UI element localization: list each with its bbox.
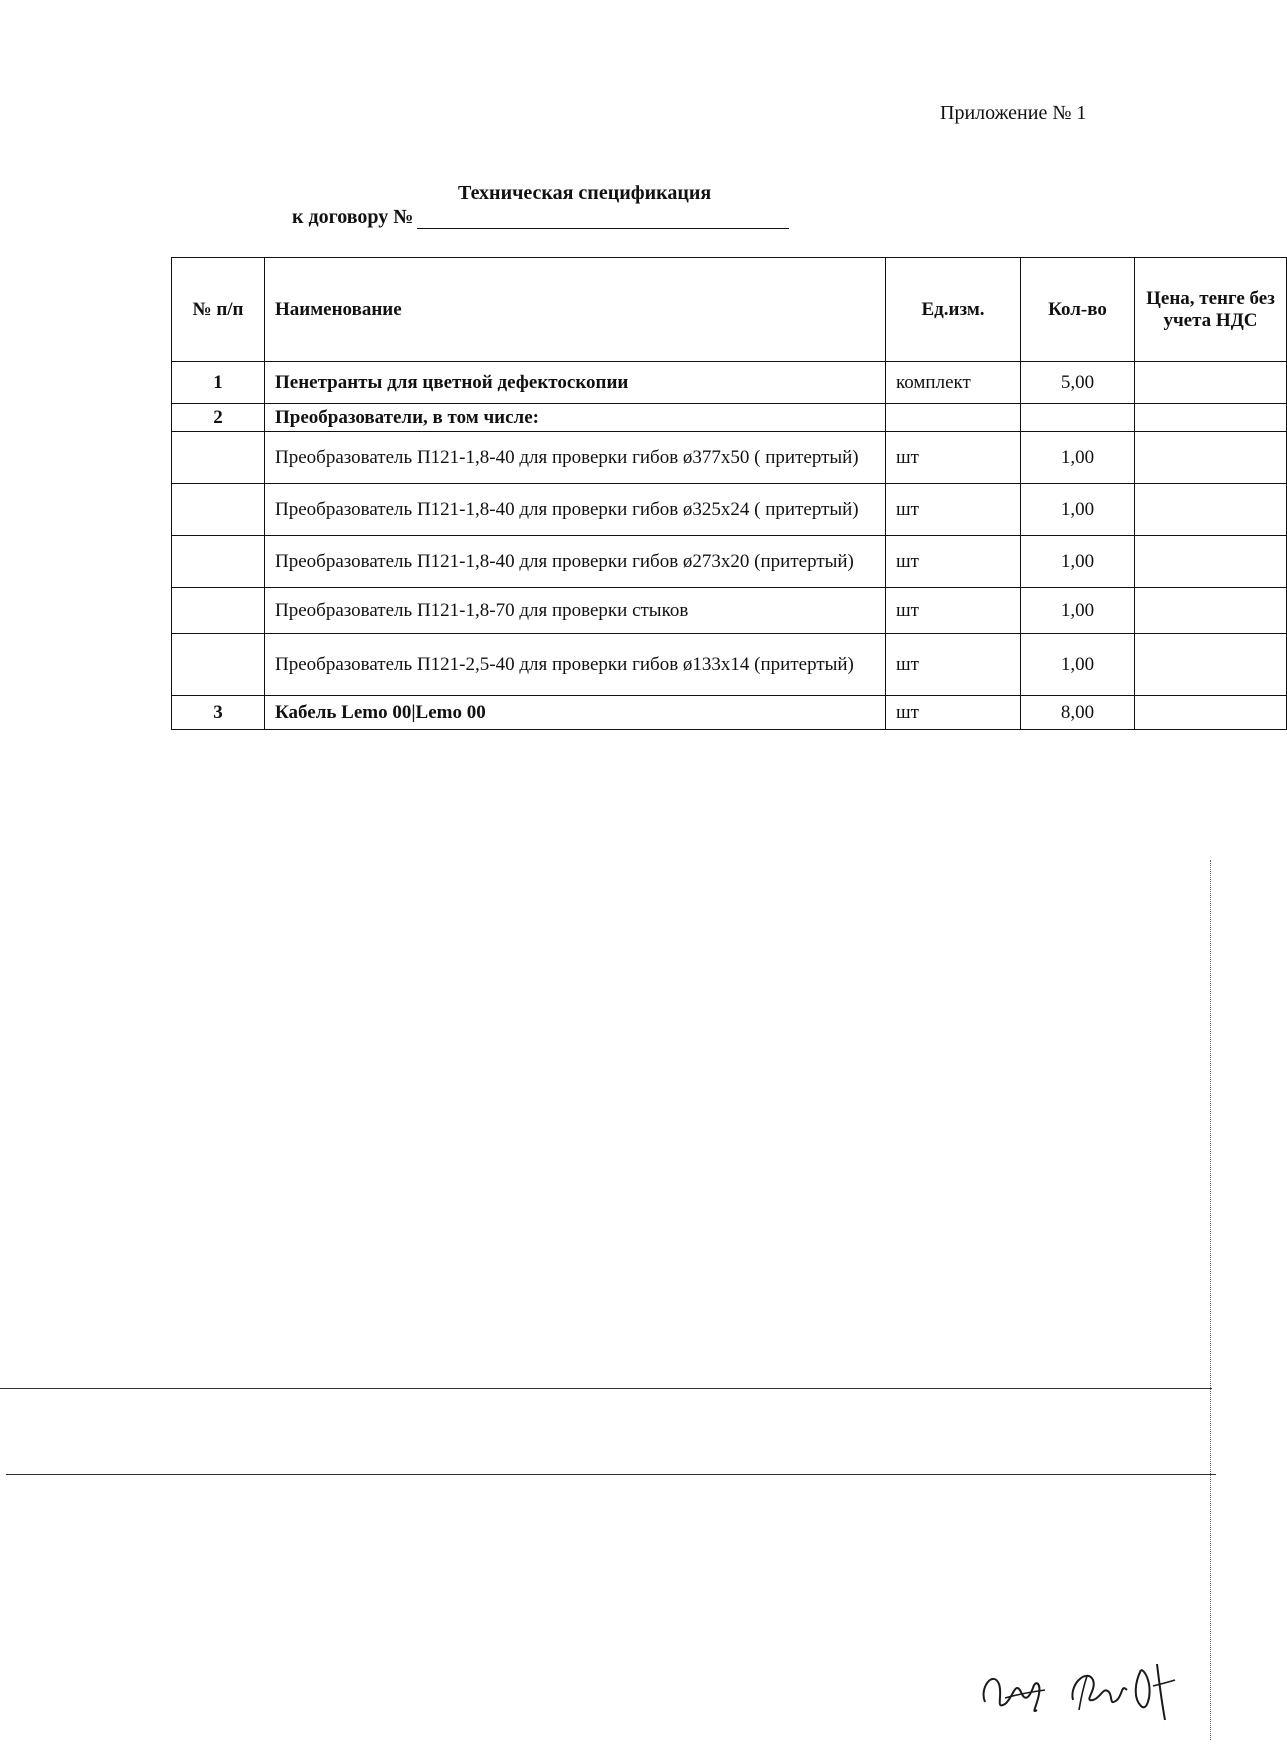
- table-row: [172, 696, 1287, 730]
- row-quantity: 1,00: [1021, 536, 1135, 588]
- contract-reference-label: к договору №: [292, 206, 414, 228]
- contract-number-blank: [417, 210, 789, 229]
- table-row: [172, 362, 1287, 404]
- row-unit: шт: [886, 634, 1021, 696]
- row-quantity: 8,00: [1021, 696, 1135, 730]
- document-title: Техническая спецификация: [458, 182, 712, 204]
- row-price: [1135, 362, 1287, 404]
- row-unit: [886, 404, 1021, 432]
- row-unit: шт: [886, 432, 1021, 484]
- row-quantity: 1,00: [1021, 432, 1135, 484]
- row-number: [172, 536, 265, 588]
- row-price: [1135, 536, 1287, 588]
- row-price: [1135, 404, 1287, 432]
- row-name: Преобразователи, в том числе:: [265, 404, 886, 432]
- row-number: [172, 484, 265, 536]
- row-price: [1135, 484, 1287, 536]
- row-price: [1135, 634, 1287, 696]
- table-row: [172, 432, 1287, 484]
- row-name: Преобразователь П121-1,8-70 для проверки стыков: [265, 588, 886, 634]
- row-number: [172, 432, 265, 484]
- row-unit: шт: [886, 536, 1021, 588]
- row-number: 1: [172, 362, 265, 404]
- table-row: [172, 634, 1287, 696]
- row-number: [172, 634, 265, 696]
- header-name: Наименование: [265, 258, 886, 362]
- specification-table: [171, 257, 1287, 730]
- table-row: [172, 588, 1287, 634]
- row-price: [1135, 696, 1287, 730]
- row-number: 2: [172, 404, 265, 432]
- scan-edge-line: [1210, 860, 1211, 1740]
- table-row: [172, 536, 1287, 588]
- row-number: 3: [172, 696, 265, 730]
- contract-reference: [292, 206, 789, 229]
- row-name: Пенетранты для цветной дефектоскопии: [265, 362, 886, 404]
- row-unit: шт: [886, 484, 1021, 536]
- row-unit: шт: [886, 588, 1021, 634]
- row-price: [1135, 588, 1287, 634]
- row-name: Преобразователь П121-1,8-40 для проверки гибов ø273x20 (притертый): [265, 536, 886, 588]
- row-number: [172, 588, 265, 634]
- table-row: [172, 404, 1287, 432]
- row-quantity: [1021, 404, 1135, 432]
- row-name: Преобразователь П121-2,5-40 для проверки гибов ø133x14 (притертый): [265, 634, 886, 696]
- handwritten-signature: [975, 1640, 1195, 1730]
- header-unit: Ед.изм.: [886, 258, 1021, 362]
- row-name: Преобразователь П121-1,8-40 для проверки гибов ø377x50 ( притертый): [265, 432, 886, 484]
- row-price: [1135, 432, 1287, 484]
- table-header-row: [172, 258, 1287, 362]
- header-price: Цена, тенге без учета НДС: [1135, 258, 1287, 362]
- row-unit: шт: [886, 696, 1021, 730]
- row-name: Преобразователь П121-1,8-40 для проверки гибов ø325x24 ( притертый): [265, 484, 886, 536]
- row-name: Кабель Lemo 00|Lemo 00: [265, 696, 886, 730]
- row-quantity: 1,00: [1021, 484, 1135, 536]
- row-quantity: 1,00: [1021, 588, 1135, 634]
- row-quantity: 5,00: [1021, 362, 1135, 404]
- scan-divider-line: [0, 1388, 1212, 1389]
- header-number: № п/п: [172, 258, 265, 362]
- header-quantity: Кол-во: [1021, 258, 1135, 362]
- row-quantity: 1,00: [1021, 634, 1135, 696]
- table-row: [172, 484, 1287, 536]
- scan-divider-line: [6, 1474, 1216, 1475]
- row-unit: комплект: [886, 362, 1021, 404]
- appendix-label: Приложение № 1: [940, 102, 1087, 124]
